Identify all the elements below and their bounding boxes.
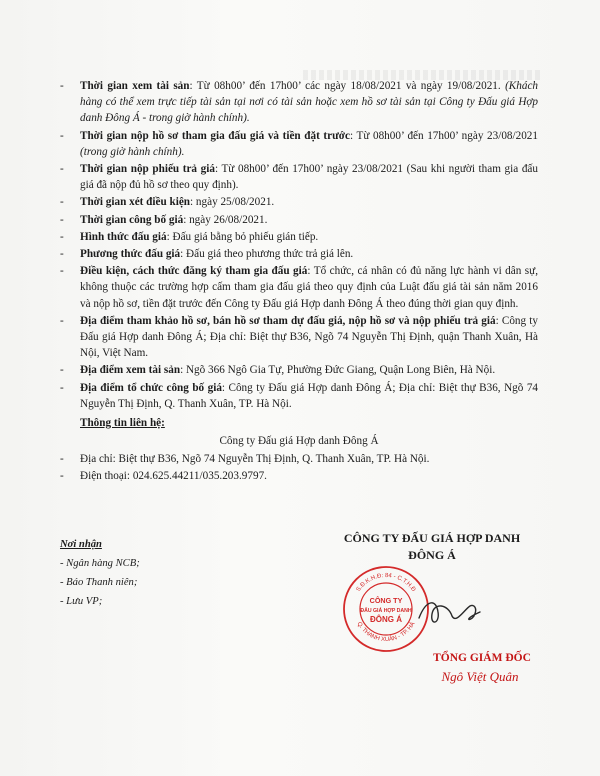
detail-label: Phương thức đấu giá <box>80 248 181 261</box>
seal-center-line1: CÔNG TY <box>369 596 403 605</box>
detail-item <box>60 161 538 193</box>
detail-text: : ngày 25/08/2021. <box>190 196 275 209</box>
detail-label: Điều kiện, cách thức đăng ký tham gia đấu giá <box>80 265 308 278</box>
detail-text: : ngày 26/08/2021. <box>183 213 268 226</box>
contact-phone-text: Điện thoại: 024.625.44211/035.203.9797. <box>80 469 267 482</box>
detail-item <box>60 313 538 362</box>
detail-label: Địa điểm xem tài sản <box>80 364 181 377</box>
detail-list <box>60 78 538 412</box>
detail-text: : Từ 08h00’ đến 17h00’ ngày 23/08/2021 (Sau khi người tham gia đấu giá đã nộp đủ hồ sơ theo quy định). <box>80 163 538 192</box>
dash-marker: - <box>60 364 64 377</box>
dash-marker: - <box>60 213 64 226</box>
detail-label: Thời gian nộp phiếu trả giá <box>80 163 215 176</box>
signer-company-line1: CÔNG TY ĐẤU GIÁ HỢP DANH <box>343 531 521 545</box>
recipient-item: - Báo Thanh niên; <box>60 577 138 588</box>
detail-label: Địa điểm tham khảo hồ sơ, bán hồ sơ tham dự đấu giá, nộp hồ sơ và nộp phiếu trả giá <box>80 314 496 327</box>
signer-company-line2: ĐÔNG Á <box>408 548 456 562</box>
detail-label: Địa điểm tổ chức công bố giá <box>80 381 222 394</box>
dash-marker: - <box>60 80 64 92</box>
contact-company: Công ty Đấu giá Hợp danh Đông Á <box>219 435 379 448</box>
detail-note: (Khách hàng có thể xem trực tiếp tài sản tại nơi có tài sản hoặc xem hồ sơ tài sản tại Công ty Đấu giá Hợp danh Đông Á - trong giờ hành chính). <box>80 80 539 125</box>
dash-marker: - <box>60 163 64 176</box>
seal-center-line3: ĐÔNG Á <box>370 615 402 624</box>
detail-item <box>60 380 538 412</box>
detail-item <box>60 128 538 160</box>
detail-text: : Công ty Đấu giá Hợp danh Đông Á; Địa chỉ: Biệt thự B36, Ngõ 74 Nguyễn Thị Định, quận Thanh Xuân, Hà Nội, Việt Nam. <box>80 314 538 360</box>
detail-item <box>60 78 538 127</box>
contact-heading: Thông tin liên hệ: <box>80 417 165 430</box>
dash-marker: - <box>60 196 64 209</box>
detail-label: Thời gian công bố giá <box>80 213 184 226</box>
signer-name: Ngô Việt Quân <box>441 669 519 684</box>
detail-text: : Từ 08h00’ đến 17h00’ các ngày 18/08/2021 và ngày 19/08/2021. <box>189 80 501 92</box>
detail-text: : Công ty Đấu giá Hợp danh Đông Á; Địa chỉ: Biệt thự B36, Ngõ 74 Nguyễn Thị Định, Q. Thanh Xuân, TP. Hà Nội. <box>80 381 539 410</box>
signer-title: TỔNG GIÁM ĐỐC <box>433 652 531 664</box>
signature-block <box>322 530 542 684</box>
detail-item <box>60 246 538 262</box>
seal-ring-text: S.Đ.K.H.Đ: 84 - C.T.H.Đ <box>355 572 417 593</box>
detail-label: Thời gian xem tài sản <box>80 80 190 92</box>
detail-item <box>60 229 538 245</box>
detail-label: Thời gian nộp hồ sơ tham gia đấu giá và tiền đặt trước <box>80 129 350 142</box>
contact-address-text: Địa chỉ: Biệt thự B36, Ngõ 74 Nguyễn Thị Định, Q. Thanh Xuân, TP. Hà Nội. <box>80 453 430 466</box>
announcement-body <box>60 78 538 484</box>
dash-marker: - <box>60 469 64 482</box>
detail-note: (trong giờ hành chính). <box>80 145 185 158</box>
detail-item <box>60 362 538 378</box>
dash-marker: - <box>60 265 64 278</box>
recipient-item: - Lưu VP; <box>60 596 103 607</box>
dash-marker: - <box>60 453 64 466</box>
dash-marker: - <box>60 230 64 243</box>
recipients-heading: Nơi nhận <box>60 539 102 550</box>
detail-item <box>60 212 538 228</box>
detail-text: : Ngõ 366 Ngô Gia Tự, Phường Đức Giang, Quận Long Biên, Hà Nội. <box>180 364 496 377</box>
recipients-block <box>60 535 260 611</box>
seal-bottom-text: Q. THANH XUÂN - TP. HÀ <box>355 621 417 644</box>
detail-text: : Đấu giá theo phương thức trả giá lên. <box>180 248 354 261</box>
detail-text: : Đấu giá bằng bỏ phiếu gián tiếp. <box>166 230 319 243</box>
detail-label: Hình thức đấu giá <box>80 230 167 243</box>
dash-marker: - <box>60 129 64 142</box>
seal-center-line2: ĐẤU GIÁ HỢP DANH <box>360 608 412 614</box>
recipient-item: - Ngân hàng NCB; <box>60 558 140 569</box>
dash-marker: - <box>60 314 64 327</box>
contact-address <box>60 451 538 467</box>
dash-marker: - <box>60 381 64 394</box>
detail-text: : Tổ chức, cá nhân có đủ năng lực hành vi dân sự, không thuộc các trường hợp cấm tham gia đấu giá theo quy định của Luật đấu giá tài sản năm 2016 và nộp hồ sơ, tiền đặt trước đến Công ty Đấu giá Hợp danh Đông Á theo đúng thời gian quy định. <box>80 265 539 310</box>
dash-marker: - <box>60 248 64 261</box>
detail-item <box>60 194 538 210</box>
detail-label: Thời gian xét điều kiện <box>80 196 191 209</box>
detail-text: : Từ 08h00’ đến 17h00’ ngày 23/08/2021 <box>349 129 538 142</box>
handwritten-signature <box>414 592 484 632</box>
contact-phone <box>60 468 538 484</box>
detail-item <box>60 263 538 312</box>
